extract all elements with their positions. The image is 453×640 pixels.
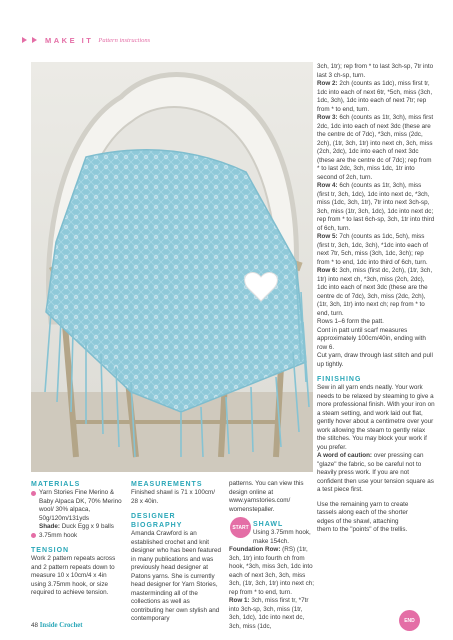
row1-cont: 3ch, 1tr); rep from * to last 3ch-sp, 7tr into last 3 ch-sp, turn.	[317, 63, 434, 79]
arrow-right-icon	[22, 37, 27, 43]
materials-column	[31, 480, 123, 598]
foundation-text: (RS) (1tr, 3ch, 1tr) into fourth ch from hook, *3ch, miss 3ch, 1dc into each of next 3ch, 3ch, miss 3ch, (1tr, 3ch, 1tr) into next ch; rep from * to end, turn.	[229, 546, 315, 596]
cont-text: Cont in patt until scarf measures approximately 100cm/40in, ending with row 6.	[317, 326, 426, 351]
bullet-icon	[31, 491, 36, 496]
tension-heading: TENSION	[31, 547, 70, 554]
designer-heading: DESIGNER BIOGRAPHY	[131, 513, 183, 529]
row3-label: Row 3:	[317, 114, 338, 121]
row5-label: Row 5:	[317, 233, 338, 240]
pattern-column	[317, 63, 435, 535]
shade-label: Shade:	[39, 523, 60, 530]
tassel-text: Use the remaining yarn to create tassels along each of the shorter edges of the shawl, attaching them to the "points" of the trellis.	[317, 500, 409, 533]
row5-text: 7ch (counts as 1dc, 5ch), miss (first tr, 3ch, 1dc, 3ch), *1dc into each of next 7tr, 5ch, miss (3ch, 1dc, 3ch); rep from * to end, 1dc into third of 6ch, turn.	[317, 233, 428, 266]
row6-text: 3ch, miss (first dc, 2ch), (1tr, 3ch, 1tr) into next ch, *3ch, miss (2ch, 2dc), 1dc into each of next 3dc (these are the centre dc of 7dc), 3ch, miss (2dc, 2ch), (1tr, 3ch, 1tr) into next ch; rep from * to end, turn.	[317, 267, 433, 317]
rows-text: Rows 1–6 form the patt.	[317, 318, 384, 325]
foundation-label: Foundation Row:	[229, 546, 281, 553]
page-footer	[31, 622, 83, 629]
cut-text: Cut yarn, draw through last stitch and pull up tightly.	[317, 352, 433, 368]
designer-text: Amanda Crawford is an established crochet and knit designer who has been featured in many publications and was previously head designer at Patons yarns. She is currently head designer for Yarn Stories, masterminding all of the collections as well as contributing her own stylish and contemporary	[131, 530, 221, 622]
row2-text: 2ch (counts as 1dc), miss first tr, 1dc into each of next 6tr, *5ch, miss (3ch, 1dc, 3ch), 1dc into each of next 7tr; rep from * to end, turn.	[317, 80, 433, 113]
bullet-icon	[31, 533, 36, 538]
shawl-photo	[31, 62, 313, 472]
row2-label: Row 2:	[317, 80, 338, 87]
shawl-heading: SHAWL	[253, 521, 284, 528]
list-item	[31, 532, 123, 541]
tension-text: Work 2 pattern repeats across and 2 pattern repeats down to measure 10 x 10cm/4 x 4in using 3.75mm hook, or size required to achieve tension.	[31, 555, 116, 596]
row3-text: 6ch (counts as 1tr, 3ch), miss first 2dc, 1dc into each of next 3dc (these are the centre dc of 7dc), *3ch, miss (2dc, 2ch), (1tr, 3ch, 1tr) into next ch, 3ch, miss (2ch, 2dc), 1dc into each of next 3dc (these are the centre dc of 7dc); rep from * to last 2dc, 3ch, miss 1dc, 1tr into second of 2ch, turn.	[317, 114, 434, 181]
end-badge: END	[399, 610, 420, 631]
section-subtitle: Pattern instructions	[98, 36, 151, 44]
row4-text: 6ch (counts as 1tr, 3ch), miss (first tr, 3ch, 1dc), 1dc into next dc, *3ch, miss (1dc, 3ch, 1tr), 7tr into next 3ch-sp, 3ch, miss (1tr, 3ch, 1dc), 1dc into next dc; rep from * to last 6ch-sp, 3ch, 1tr into third of 6ch, turn.	[317, 182, 435, 232]
row1-label: Row 1:	[229, 597, 250, 604]
page-number: 48	[31, 622, 39, 629]
materials-heading: MATERIALS	[31, 481, 81, 488]
measurements-text: Finished shawl is 71 x 100cm/ 28 x 40in.	[131, 489, 215, 505]
shade-value: Duck Egg x 9 balls	[61, 523, 114, 530]
magazine-name: Inside Crochet	[39, 622, 83, 629]
caution-text: over pressing can "glaze" the fabric, so be careful not to heavily press work. If you are not confident then use your tension square as a test piece first.	[317, 452, 434, 493]
list-item	[31, 489, 123, 523]
row4-label: Row 4:	[317, 182, 338, 189]
measurements-heading: MEASUREMENTS	[131, 481, 203, 488]
materials-yarn: Yarn Stories Fine Merino & Baby Alpaca DK, 70% Merino wool/ 30% alpaca, 50g/120m/131yds	[39, 489, 122, 522]
row6-label: Row 6:	[317, 267, 338, 274]
measurements-column	[131, 480, 223, 624]
caution-label: A word of caution:	[317, 452, 373, 459]
shawl-column	[229, 480, 315, 631]
materials-shade	[31, 523, 123, 532]
materials-hook: 3.75mm hook	[39, 531, 78, 539]
start-badge: START	[230, 517, 251, 538]
arrow-right-icon	[32, 37, 37, 43]
row1-text: 3ch, miss first tr, *7tr into 3ch-sp, 3ch, miss (1tr, 3ch, 1dc), 1dc into next dc, 3ch, miss (1dc,	[229, 597, 309, 630]
shawl-text: Using 3.75mm hook, make 154ch.	[253, 529, 311, 545]
designer-cont: patterns. You can view this design online at www.yarnstories.com/ womenstepaller.	[229, 480, 304, 513]
finishing-heading: FINISHING	[317, 376, 362, 383]
section-header	[22, 34, 150, 46]
finishing-text: Sew in all yarn ends neatly. Your work needs to be relaxed by steaming to give a more professional finish. With your iron on a steam setting, and work laid out flat, gently hover about a centimetre over your work allowing the steam to gently relax the stitches. You may block your work if you prefer.	[317, 384, 435, 451]
section-title: MAKE IT	[45, 35, 94, 45]
